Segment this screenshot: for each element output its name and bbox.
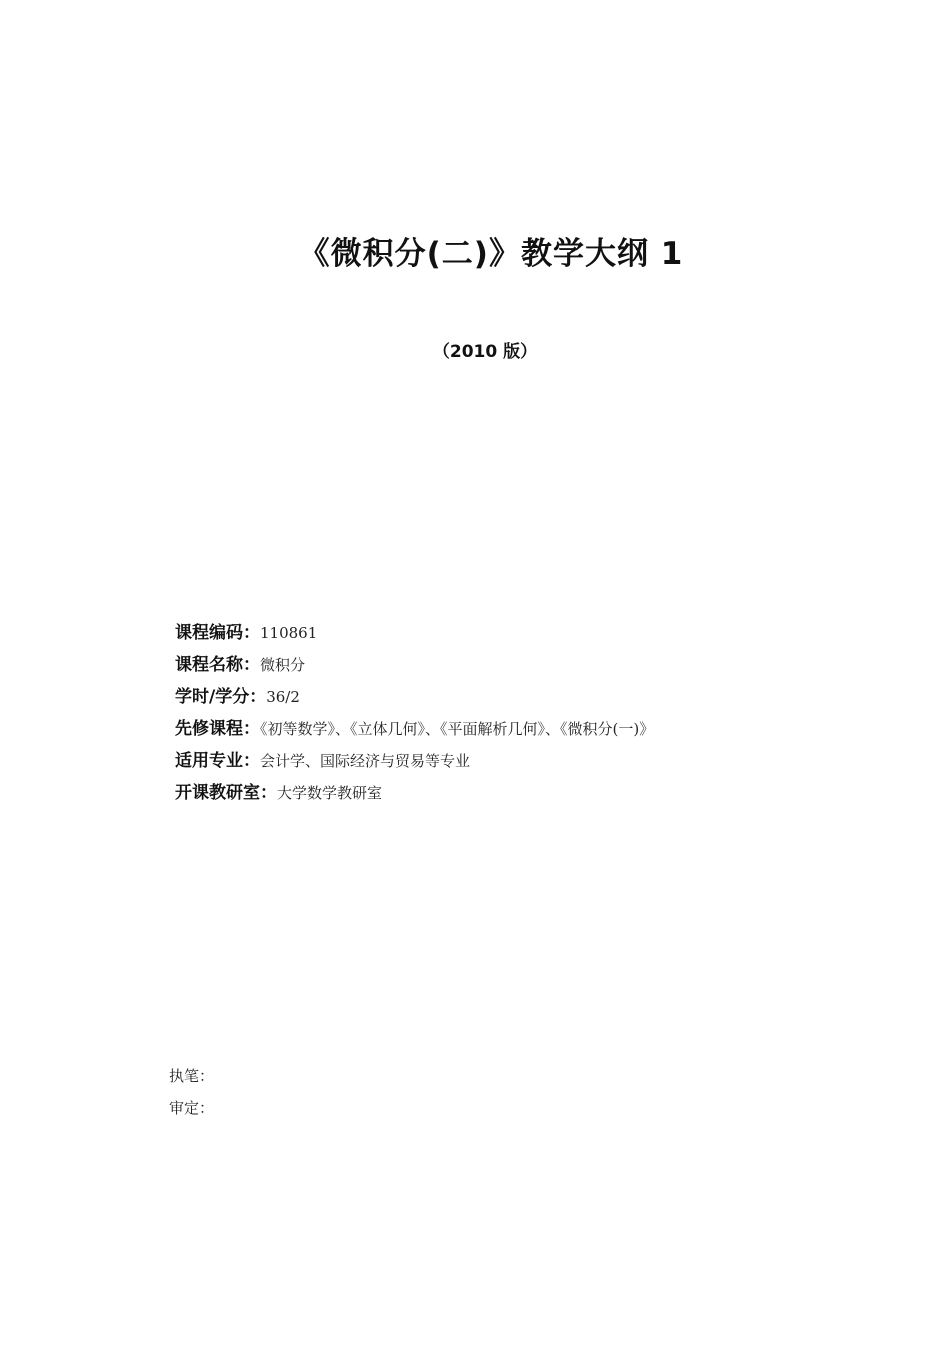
info-row-majors <box>175 748 875 780</box>
info-value: 会计学、国际经济与贸易等专业 <box>260 752 471 770</box>
signoff-block <box>169 1064 569 1128</box>
info-value: 《初等数学》、《立体几何》、《平面解析几何》、《微积分(一)》 <box>260 720 655 738</box>
signoff-reviewer <box>169 1096 569 1128</box>
info-row-department <box>175 780 875 812</box>
info-label: 适用专业： <box>175 751 260 771</box>
info-row-course-name <box>175 652 875 684</box>
edition-label: （2010 版） <box>432 342 538 362</box>
info-label: 先修课程： <box>175 719 260 739</box>
info-label: 课程名称： <box>175 655 260 675</box>
info-value: 大学数学教研室 <box>277 784 383 802</box>
info-row-course-code <box>175 620 875 652</box>
info-label: 开课教研室： <box>175 783 277 803</box>
info-row-hours-credits <box>175 684 875 716</box>
signoff-author <box>169 1064 569 1096</box>
course-info-block <box>175 620 875 812</box>
info-label: 课程编码： <box>175 623 260 643</box>
info-row-prerequisites <box>175 716 875 748</box>
document-title: 《微积分(二)》教学大纲 1 <box>298 236 684 272</box>
signoff-label: 执笔： <box>169 1067 215 1085</box>
info-label: 学时/学分： <box>175 687 267 707</box>
signoff-label: 审定： <box>169 1099 215 1117</box>
info-value: 微积分 <box>260 656 306 674</box>
info-value: 110861 <box>260 624 318 642</box>
info-value: 36/2 <box>266 688 300 706</box>
